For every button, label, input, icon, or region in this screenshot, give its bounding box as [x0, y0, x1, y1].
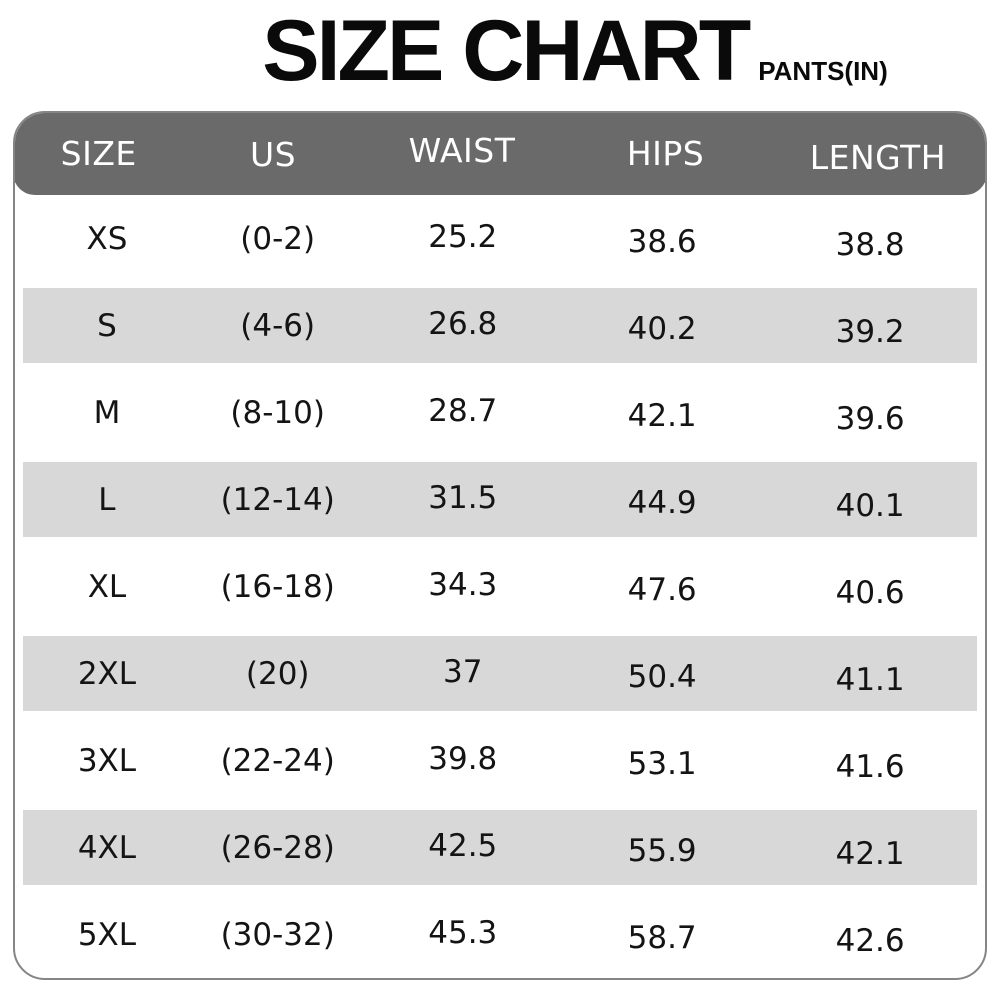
cell-waist: 45.3 — [428, 914, 498, 951]
cell-waist: 31.5 — [428, 479, 498, 516]
cell-us: (22-24) — [220, 742, 335, 779]
cell-length: 38.8 — [835, 226, 905, 263]
cell-length: 39.2 — [835, 313, 905, 350]
cell-hips: 50.4 — [627, 658, 697, 695]
table-row-s — [15, 282, 985, 369]
cell-waist: 26.8 — [428, 305, 498, 342]
table-header-row — [13, 111, 987, 195]
table-row-4xl — [15, 804, 985, 891]
table-row-m — [15, 369, 985, 456]
table-row-xs — [15, 195, 985, 282]
cell-length: 40.1 — [835, 487, 905, 524]
cell-hips: 53.1 — [627, 745, 697, 782]
cell-us: (12-14) — [220, 481, 335, 518]
cell-length: 42.6 — [835, 922, 905, 959]
column-header-hips: HIPS — [626, 133, 705, 173]
table-body — [15, 195, 985, 978]
cell-length: 42.1 — [835, 835, 905, 872]
cell-size: M — [93, 394, 121, 431]
cell-length: 40.6 — [835, 574, 905, 611]
cell-us: (0-2) — [240, 220, 316, 257]
cell-waist: 39.8 — [428, 740, 498, 777]
cell-hips: 47.6 — [627, 571, 697, 608]
cell-us: (8-10) — [230, 394, 325, 431]
table-row-3xl — [15, 717, 985, 804]
cell-length: 39.6 — [835, 400, 905, 437]
cell-us: (30-32) — [220, 916, 335, 953]
cell-size: 5XL — [77, 916, 137, 953]
page-title — [0, 3, 1000, 106]
cell-us: (16-18) — [220, 568, 335, 605]
cell-us: (26-28) — [220, 829, 335, 866]
table-row-5xl — [15, 891, 985, 978]
cell-size: 3XL — [77, 742, 137, 779]
cell-hips: 42.1 — [627, 397, 697, 434]
cell-waist: 25.2 — [428, 218, 498, 255]
cell-waist: 34.3 — [428, 566, 498, 603]
cell-hips: 55.9 — [627, 832, 697, 869]
table-row-l — [15, 456, 985, 543]
title-text: SIZE CHART — [262, 3, 749, 99]
cell-hips: 44.9 — [627, 484, 697, 521]
cell-size: XS — [86, 220, 128, 257]
cell-hips: 40.2 — [627, 310, 697, 347]
title-suffix-text: PANTS(IN) — [758, 56, 888, 86]
table-row-2xl — [15, 630, 985, 717]
cell-length: 41.1 — [835, 661, 905, 698]
size-chart-table — [13, 111, 987, 980]
cell-size: 4XL — [77, 829, 137, 866]
cell-size: S — [97, 307, 117, 344]
cell-size: 2XL — [77, 655, 137, 692]
table-row-xl — [15, 543, 985, 630]
column-header-waist: WAIST — [408, 130, 516, 170]
cell-hips: 38.6 — [627, 223, 697, 260]
column-header-us: US — [250, 134, 297, 174]
cell-waist: 37 — [443, 653, 483, 690]
cell-hips: 58.7 — [627, 919, 697, 956]
cell-size: L — [98, 481, 116, 518]
cell-us: (20) — [245, 655, 310, 692]
cell-us: (4-6) — [240, 307, 316, 344]
cell-waist: 42.5 — [428, 827, 498, 864]
cell-length: 41.6 — [835, 748, 905, 785]
cell-waist: 28.7 — [428, 392, 498, 429]
column-header-size: SIZE — [60, 133, 137, 173]
column-header-length: LENGTH — [809, 137, 947, 177]
cell-size: XL — [87, 568, 127, 605]
